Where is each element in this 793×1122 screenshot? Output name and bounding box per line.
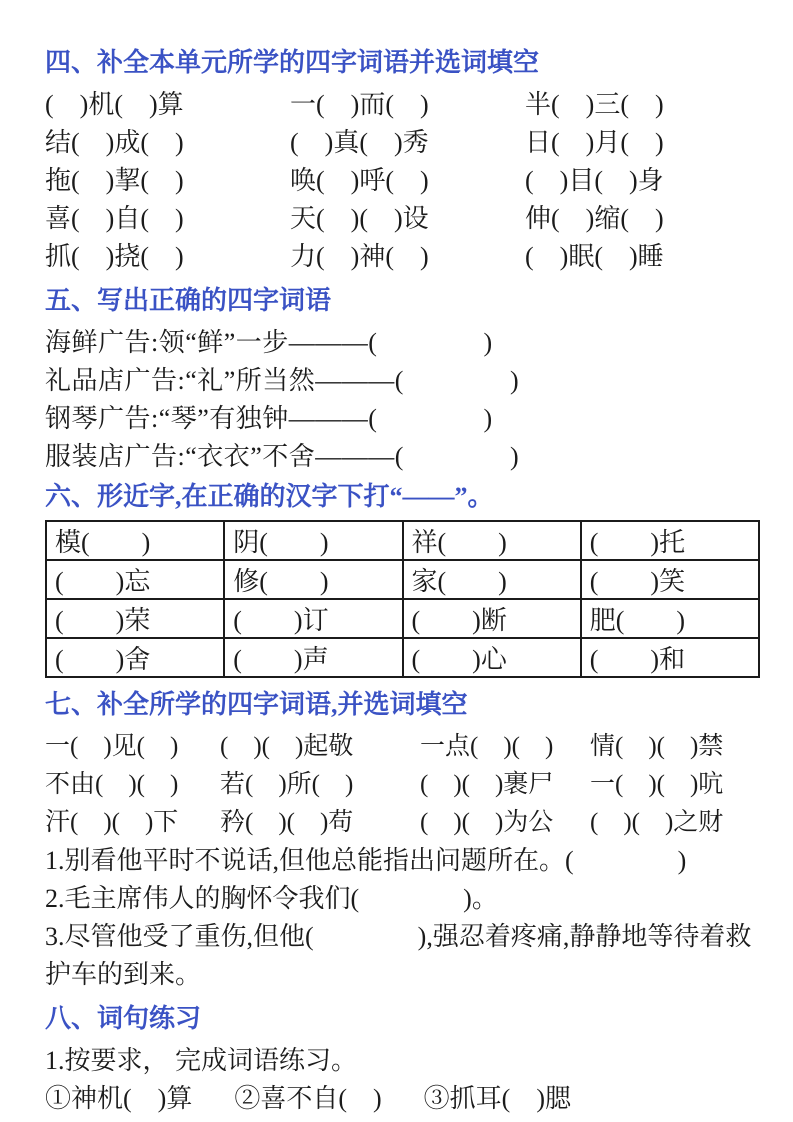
table-cell: ( )托 [581, 521, 759, 560]
section-six [45, 480, 755, 678]
table-cell: 修( ) [224, 560, 402, 599]
idiom-blank: ③抓耳( )腮 [423, 1084, 571, 1113]
exercise-items [45, 1080, 755, 1118]
section-five-title: 五、写出正确的四字词语 [45, 286, 332, 315]
table-cell: 家( ) [403, 560, 581, 599]
section-four [45, 46, 755, 276]
table-cell: ( )和 [581, 638, 759, 677]
table-cell: 祥( ) [403, 521, 581, 560]
table-row [46, 521, 759, 560]
section-four-grid [45, 86, 755, 276]
section-seven-title: 七、补全所学的四字词语,并选词填空 [45, 690, 468, 719]
section-seven [45, 688, 755, 994]
idiom-blank: 结( )成( ) [45, 128, 184, 157]
section-eight-title: 八、词句练习 [45, 1004, 202, 1033]
idiom-blank: ( )真( )秀 [290, 128, 429, 157]
table-cell: ( )心 [403, 638, 581, 677]
section-eight [45, 1002, 755, 1118]
table-row [46, 638, 759, 677]
idiom-blank: 汗( )( )下 [45, 809, 179, 836]
idiom-blank: 矜( )( )苟 [220, 809, 354, 836]
idiom-blank: ②喜不自( ) [234, 1084, 382, 1113]
table-cell: ( )声 [224, 638, 402, 677]
table-cell: 肥( ) [581, 599, 759, 638]
fill-sentence: 1.别看他平时不说话,但他总能指出问题所在。( ) [45, 846, 687, 875]
table-cell: ( )断 [403, 599, 581, 638]
table-cell: ( )笑 [581, 560, 759, 599]
idiom-blank: 一( )( )吭 [590, 771, 724, 798]
idiom-blank: 天( )( )设 [290, 204, 429, 233]
idiom-blank: 半( )三( ) [525, 90, 664, 119]
slogan-line: 海鲜广告:领“鲜”一步———( ) [45, 328, 493, 357]
table-cell: ( )订 [224, 599, 402, 638]
section-five [45, 284, 755, 476]
section-six-title: 六、形近字,在正确的汉字下打“——”。 [45, 482, 494, 511]
idiom-blank: ( )眠( )睡 [525, 242, 664, 271]
homophone-table [45, 520, 760, 678]
idiom-blank: ①神机( )算 [45, 1084, 193, 1113]
fill-sentence: 2.毛主席伟人的胸怀令我们( )。 [45, 884, 498, 913]
idiom-blank: ( )( )裹尸 [420, 771, 554, 798]
idiom-blank: 情( )( )禁 [590, 733, 724, 760]
table-cell: 阴( ) [224, 521, 402, 560]
fill-sentence: 3.尽管他受了重伤,但他( ),强忍着疼痛,静静地等待着救护车的到来。 [45, 922, 752, 989]
idiom-blank: ( )目( )身 [525, 166, 664, 195]
table-cell: ( )荣 [46, 599, 224, 638]
idiom-blank: 一( )见( ) [45, 733, 179, 760]
slogan-line: 钢琴广告:“琴”有独钟———( ) [45, 404, 493, 433]
table-cell: ( )舍 [46, 638, 224, 677]
idiom-blank: 一( )而( ) [290, 90, 429, 119]
idiom-blank: 力( )神( ) [290, 242, 429, 271]
idiom-blank: 喜( )自( ) [45, 204, 184, 233]
idiom-blank: 若( )所( ) [220, 771, 354, 798]
idiom-blank: 抓( )挠( ) [45, 242, 184, 271]
slogan-line: 服装店广告:“衣衣”不舍———( ) [45, 442, 520, 471]
exercise-instruction: 1.按要求， 完成词语练习。 [45, 1046, 358, 1075]
table-cell: ( )忘 [46, 560, 224, 599]
table-row [46, 560, 759, 599]
table-row [46, 599, 759, 638]
idiom-blank: 不由( )( ) [45, 771, 179, 798]
idiom-blank: ( )机( )算 [45, 90, 184, 119]
section-seven-grid [45, 728, 755, 842]
idiom-blank: ( )( )为公 [420, 809, 554, 836]
idiom-blank: ( )( )起敬 [220, 733, 354, 760]
idiom-blank: 日( )月( ) [525, 128, 664, 157]
idiom-blank: 伸( )缩( ) [525, 204, 664, 233]
idiom-blank: 一点( )( ) [420, 733, 554, 760]
section-four-title: 四、补全本单元所学的四字词语并选词填空 [45, 48, 540, 77]
idiom-blank: ( )( )之财 [590, 809, 724, 836]
idiom-blank: 唤( )呼( ) [290, 166, 429, 195]
table-cell: 模( ) [46, 521, 224, 560]
idiom-blank: 拖( )挈( ) [45, 166, 184, 195]
slogan-line: 礼品店广告:“礼”所当然———( ) [45, 366, 520, 395]
